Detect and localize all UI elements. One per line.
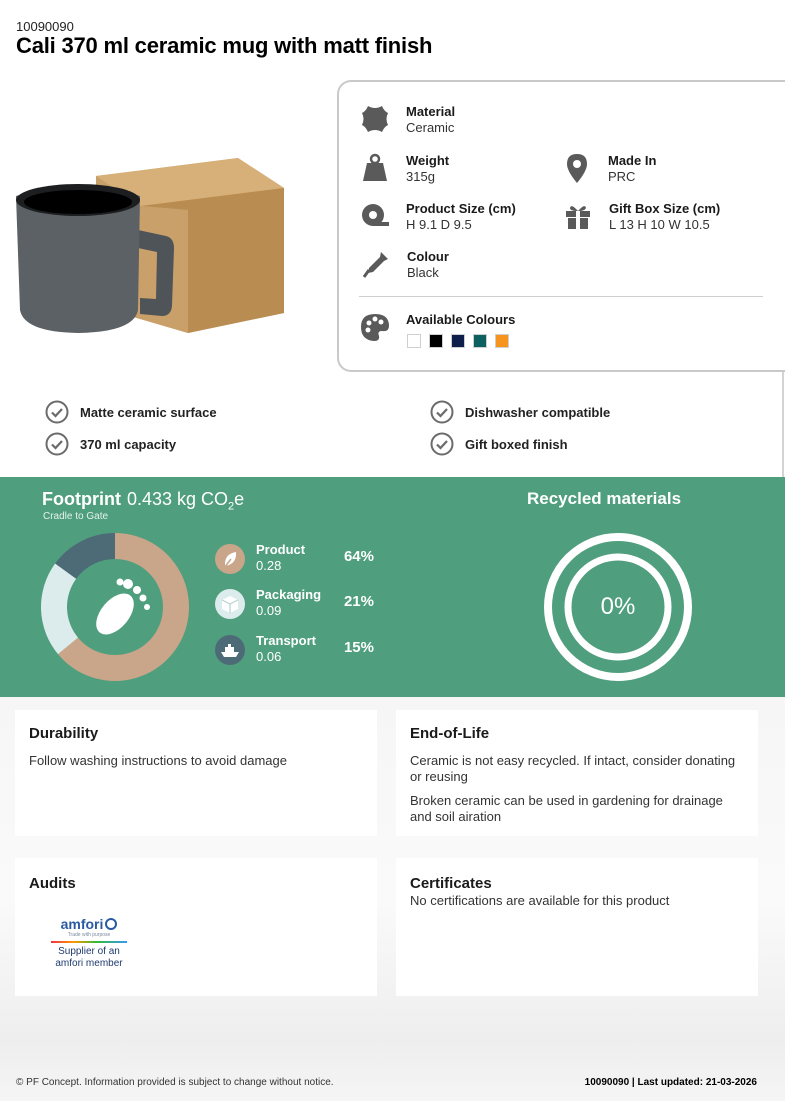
end-of-life-card (396, 710, 758, 836)
feature-label: Matte ceramic surface (80, 404, 217, 420)
legend-value: 0.09 (256, 603, 282, 618)
spec-label: Available Colours (406, 312, 516, 327)
weight-icon (360, 153, 390, 183)
legend-packaging (215, 587, 385, 621)
certificates-text: No certifications are available for this product (410, 893, 670, 908)
spec-label: Made In (608, 153, 657, 168)
spec-label: Gift Box Size (cm) (609, 201, 721, 216)
recycled-title: Recycled materials (527, 489, 682, 508)
spec-value: L 13 H 10 W 10.5 (609, 217, 710, 232)
legend-value: 0.06 (256, 649, 282, 664)
legend-name: Transport (256, 633, 316, 648)
spec-value: Black (407, 265, 439, 280)
legend-value: 0.28 (256, 558, 282, 573)
product-image (16, 148, 306, 333)
check-circle-icon (430, 432, 454, 456)
amfori-logo-text: amfori (60, 916, 104, 932)
legend-transport (215, 633, 385, 667)
check-circle-icon (45, 432, 69, 456)
feature-item (430, 400, 610, 424)
colour-swatch[interactable] (495, 334, 509, 348)
legend-percent: 64% (343, 548, 374, 565)
colour-swatches (407, 334, 509, 349)
spec-value: 315g (406, 169, 435, 184)
leather-hide-icon (360, 104, 390, 134)
product-sku: 10090090 (16, 19, 74, 34)
recycled-percent: 0% (600, 593, 636, 620)
footer-disclaimer: © PF Concept. Information provided is subject to change without notice. (16, 1077, 334, 1088)
amfori-caption: Supplier of an amfori member (55, 946, 123, 969)
spec-value: Ceramic (406, 120, 455, 135)
check-circle-icon (45, 400, 69, 424)
amfori-stripe (51, 941, 127, 943)
ship-icon (215, 635, 245, 665)
end-of-life-title: End-of-Life (410, 725, 490, 742)
location-pin-icon (562, 153, 592, 183)
box-icon (215, 589, 245, 619)
amfori-tagline: Trade with purpose (67, 932, 111, 938)
feature-item (45, 400, 217, 424)
eyedropper-icon (361, 249, 391, 279)
spec-label: Material (406, 104, 456, 119)
durability-text: Follow washing instructions to avoid damage (29, 753, 287, 768)
feature-label: 370 ml capacity (80, 436, 177, 452)
donut-slice-packaging (41, 564, 78, 655)
spec-label: Colour (407, 249, 449, 264)
footprint-icon (89, 579, 150, 642)
feature-label: Dishwasher compatible (465, 404, 611, 420)
sustainability-band (0, 477, 785, 697)
footprint-value-suffix: e (234, 489, 245, 509)
spec-card (337, 80, 785, 372)
footer-sku-date: 10090090 | Last updated: 21-03-2026 (584, 1077, 757, 1088)
gift-icon (563, 201, 593, 231)
durability-card (15, 710, 377, 836)
legend-product (215, 542, 385, 576)
footprint-value: 0.433 kg CO (126, 489, 229, 509)
tape-measure-icon (360, 201, 390, 231)
feature-item (430, 432, 568, 456)
legend-name: Packaging (256, 587, 322, 602)
footprint-value-sub: 2 (228, 500, 235, 513)
footprint-title (42, 489, 244, 513)
leaf-icon (215, 544, 245, 574)
spec-value: PRC (608, 169, 636, 184)
durability-title: Durability (29, 725, 99, 742)
certificates-card (396, 858, 758, 996)
colour-swatch[interactable] (429, 334, 443, 348)
page-title: Cali 370 ml ceramic mug with matt finish (16, 33, 433, 58)
spec-value: H 9.1 D 9.5 (406, 217, 472, 232)
legend-percent: 21% (343, 593, 374, 610)
check-circle-icon (430, 400, 454, 424)
certificates-title: Certificates (410, 875, 492, 892)
legend-percent: 15% (343, 639, 374, 656)
colour-swatch[interactable] (473, 334, 487, 348)
footprint-subtitle: Cradle to Gate (43, 511, 109, 522)
amfori-logo (49, 916, 129, 970)
spec-divider (359, 296, 763, 297)
amfori-ring-icon (105, 918, 117, 930)
footprint-donut-chart (40, 532, 190, 682)
colour-swatch[interactable] (451, 334, 465, 348)
spec-label: Weight (406, 153, 450, 168)
spec-label: Product Size (cm) (406, 201, 516, 216)
footprint-label: Footprint (42, 489, 121, 509)
audits-card (15, 858, 377, 996)
feature-item (45, 432, 176, 456)
palette-icon (360, 312, 390, 342)
end-of-life-text-2: Broken ceramic can be used in gardening for drainage and soil airation (410, 793, 723, 824)
end-of-life-text-1: Ceramic is not easy recycled. If intact, consider donating or reusing (410, 753, 736, 784)
feature-label: Gift boxed finish (465, 436, 568, 452)
audits-title: Audits (29, 875, 76, 892)
colour-swatch[interactable] (407, 334, 421, 348)
legend-name: Product (256, 542, 306, 557)
